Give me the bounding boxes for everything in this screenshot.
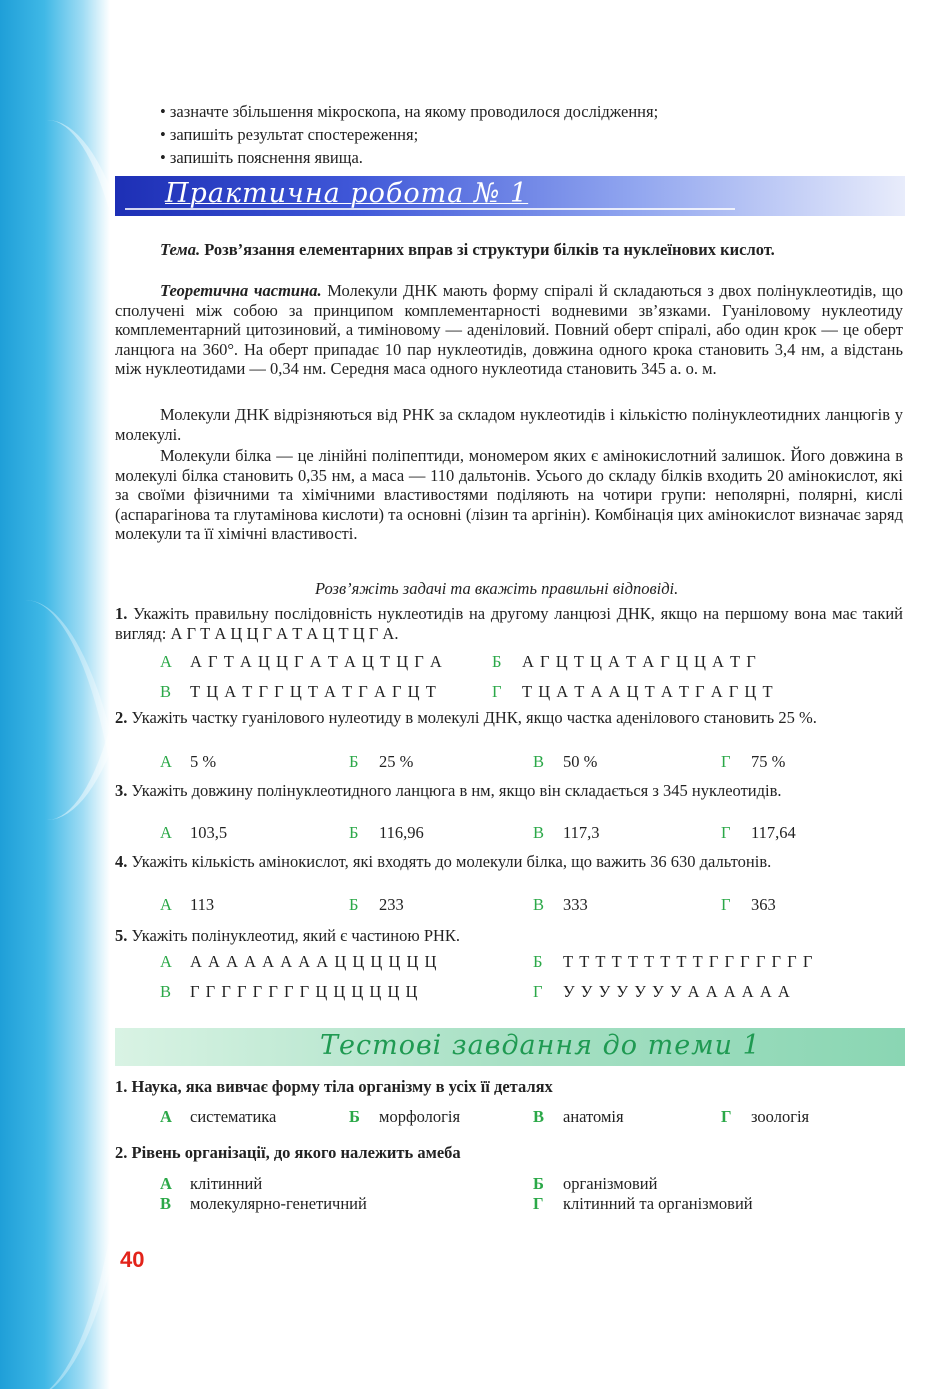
test-question-2: 2. Рівень організації, до якого належить амеба — [115, 1143, 461, 1162]
option[interactable] — [721, 1107, 809, 1127]
option-text: 233 — [379, 895, 404, 914]
option-text: А Г Ц Т Ц А Т А Г Ц Ц А Т Г — [522, 652, 757, 671]
option[interactable] — [349, 823, 424, 843]
test-question-1: 1. Наука, яка вивчає форму тіла організму в усіх її деталях — [115, 1077, 553, 1096]
option-letter: А — [160, 952, 172, 971]
option[interactable] — [160, 1194, 367, 1214]
option-letter: Б — [349, 752, 359, 771]
option-letter: Г — [533, 982, 543, 1001]
option-text: У У У У У У У А А А А А А — [563, 982, 791, 1001]
option[interactable] — [533, 823, 600, 843]
option-letter: Г — [721, 823, 731, 842]
question-text: Укажіть частку гуанілового нулеотиду в молекулі ДНК, якщо частка аденілового становить 25 %. — [131, 708, 817, 727]
option-text: А А А А А А А А Ц Ц Ц Ц Ц Ц — [190, 952, 438, 971]
option-text: клітинний — [190, 1174, 263, 1193]
option-letter: В — [533, 895, 545, 914]
option[interactable] — [160, 895, 214, 915]
option-text: 75 % — [751, 752, 786, 771]
option-letter: Б — [349, 895, 359, 914]
question-2 — [115, 708, 903, 728]
option[interactable] — [349, 752, 413, 772]
option[interactable] — [492, 652, 757, 672]
option-letter: В — [160, 982, 172, 1001]
option[interactable] — [533, 1174, 657, 1194]
option-letter: В — [533, 752, 545, 771]
option-text: Т Ц А Т А А Ц Т А Т Г А Г Ц Т — [522, 682, 774, 701]
option-letter: Б — [533, 1174, 544, 1193]
option-text: зоологія — [751, 1107, 810, 1126]
option[interactable] — [533, 752, 597, 772]
option-text: 117,3 — [563, 823, 600, 842]
option[interactable] — [533, 1107, 624, 1127]
option-letter: А — [160, 752, 172, 771]
option[interactable] — [160, 652, 443, 672]
option-text: 113 — [190, 895, 215, 914]
option-letter: Г — [721, 1107, 732, 1126]
practical-work-banner — [115, 176, 905, 216]
theory-paragraph — [115, 281, 903, 379]
option[interactable] — [533, 982, 791, 1002]
question-1 — [115, 604, 903, 644]
option-letter: В — [533, 823, 545, 842]
option-text: систематика — [190, 1107, 277, 1126]
option[interactable] — [160, 682, 437, 702]
option[interactable] — [492, 682, 774, 702]
option[interactable] — [533, 1194, 753, 1214]
option-letter: А — [160, 1107, 172, 1126]
question-5 — [115, 926, 903, 946]
option-text: клітинний та організмовий — [563, 1194, 753, 1213]
bullet-item: • зазначте збільшення мікроскопа, на якому проводилося дослідження; — [160, 102, 659, 121]
option[interactable] — [533, 952, 813, 972]
option-text: 333 — [563, 895, 588, 914]
question-text: Укажіть кількість амінокислот, які входять до молекули білка, що важить 36 630 дальтонів. — [131, 852, 772, 871]
question-number: 4. — [115, 852, 128, 871]
question-text: Укажіть полінуклеотид, який є частиною РНК. — [131, 926, 461, 945]
option-letter: В — [533, 1107, 545, 1126]
option-text: молекулярно-генетичний — [190, 1194, 367, 1213]
bullet-item: • запишіть пояснення явища. — [160, 148, 363, 167]
option-text: 5 % — [190, 752, 217, 771]
option-text: організмовий — [563, 1174, 658, 1193]
question-number: 2. — [115, 708, 128, 727]
theme-text: Розв’язання елементарних вправ зі структури білків та нуклеїнових кислот. — [204, 240, 775, 259]
option-text: 50 % — [563, 752, 598, 771]
option[interactable] — [160, 1174, 262, 1194]
theme-label: Тема. — [160, 240, 201, 259]
option-text: Т Ц А Т Г Г Ц Т А Т Г А Г Ц Т — [190, 682, 437, 701]
option-text: 363 — [751, 895, 776, 914]
option-text: Г Г Г Г Г Г Г Г Ц Ц Ц Ц Ц Ц — [190, 982, 419, 1001]
option[interactable] — [160, 1107, 276, 1127]
practical-work-title: Практична робота № 1 — [165, 178, 529, 209]
option[interactable] — [160, 952, 437, 972]
question-3 — [115, 781, 903, 801]
option-letter: Б — [349, 1107, 360, 1126]
option[interactable] — [533, 895, 588, 915]
question-text: Укажіть правильну послідовність нуклеотидів на другому ланцюзі ДНК, якщо на першому вона має такий вигляд: А Г Т А Ц Ц Г А Т А Ц Т Ц Г А. — [115, 604, 903, 643]
option-letter: А — [160, 652, 172, 671]
option[interactable] — [160, 823, 227, 843]
option[interactable] — [349, 1107, 460, 1127]
tests-title: Тестові завдання до теми 1 — [320, 1030, 761, 1061]
option-letter: Б — [349, 823, 359, 842]
option-text: анатомія — [563, 1107, 624, 1126]
option-text: Т Т Т Т Т Т Т Т Т Г Г Г Г Г Г Г — [563, 952, 814, 971]
option-text: 117,64 — [751, 823, 796, 842]
option-letter: Г — [721, 752, 731, 771]
theory-label: Теоретична частина. — [160, 281, 322, 300]
option-letter: Г — [533, 1194, 544, 1213]
dna-rna-paragraph: Молекули ДНК відрізняються від РНК за складом нуклеотидів і кількістю полінуклеотидних ланцюгів у молекулі. — [115, 405, 903, 444]
option-text: 25 % — [379, 752, 414, 771]
option-letter: А — [160, 895, 172, 914]
option[interactable] — [160, 982, 418, 1002]
option-letter: Б — [492, 652, 502, 671]
option[interactable] — [721, 752, 785, 772]
question-text: Укажіть довжину полінуклеотидного ланцюга в нм, якщо він складається з 345 нуклеотидів. — [131, 781, 782, 800]
protein-paragraph: Молекули білка — це лінійні поліпептиди, мономером яких є амінокислотний залишок. Його довжина в молекулі білка становить 0,35 нм, а маса — 110 дальтонів. Усього до складу білків входить 20 амінокислот, які за своїми фізичними та хімічними властивостями поділяють на чотири групи: неполярні, полярні, кислі (аспарагінова та глутамінова кислоти) та основні (лізин та аргінін). Комбінація цих амінокислот визначає заряд молекули та її хімічні властивості. — [115, 446, 903, 544]
decorative-side-band — [0, 0, 110, 1389]
option-letter: Г — [721, 895, 731, 914]
tests-banner — [115, 1028, 905, 1066]
theory-text: Молекули ДНК мають форму спіралі й складаються з двох полінуклеотидів, що сполучені між собою за принципом комплементарності водневими зв’язками. Гуаніловому нуклеотиду комплементарний цитозиновий, а тиміновому — аденіловий. Повний оберт спіралі, або один крок — це оберт ланцюга на 360°. На оберт припадає 10 пар нуклеотидів, довжина одного крока становить 3,4 нм, а відстань між нуклеотидами — 0,34 нм. Середня маса одного нуклеотида становить 345 а. о. м. — [115, 281, 903, 379]
option[interactable] — [160, 752, 216, 772]
option-letter: В — [160, 1194, 172, 1213]
option-letter: А — [160, 823, 172, 842]
option-letter: В — [160, 682, 172, 701]
theme-paragraph — [115, 240, 903, 260]
question-number: 3. — [115, 781, 128, 800]
option-letter: Г — [492, 682, 502, 701]
question-4 — [115, 852, 903, 872]
option[interactable] — [349, 895, 404, 915]
bullet-item: • запишіть результат спостереження; — [160, 125, 419, 144]
option-letter: Б — [533, 952, 543, 971]
bullet-list — [160, 100, 658, 169]
option-letter: А — [160, 1174, 172, 1193]
question-number: 5. — [115, 926, 128, 945]
page-number: 40 — [120, 1247, 145, 1272]
option-text: морфологія — [379, 1107, 461, 1126]
option-text: 103,5 — [190, 823, 228, 842]
option[interactable] — [721, 823, 796, 843]
option-text: 116,96 — [379, 823, 424, 842]
task-instruction: Розв’яжіть задачі та вкажіть правильні відповіді. — [315, 579, 679, 598]
question-number: 1. — [115, 604, 128, 623]
option[interactable] — [721, 895, 776, 915]
option-text: А Г Т А Ц Ц Г А Т А Ц Т Ц Г А — [190, 652, 443, 671]
